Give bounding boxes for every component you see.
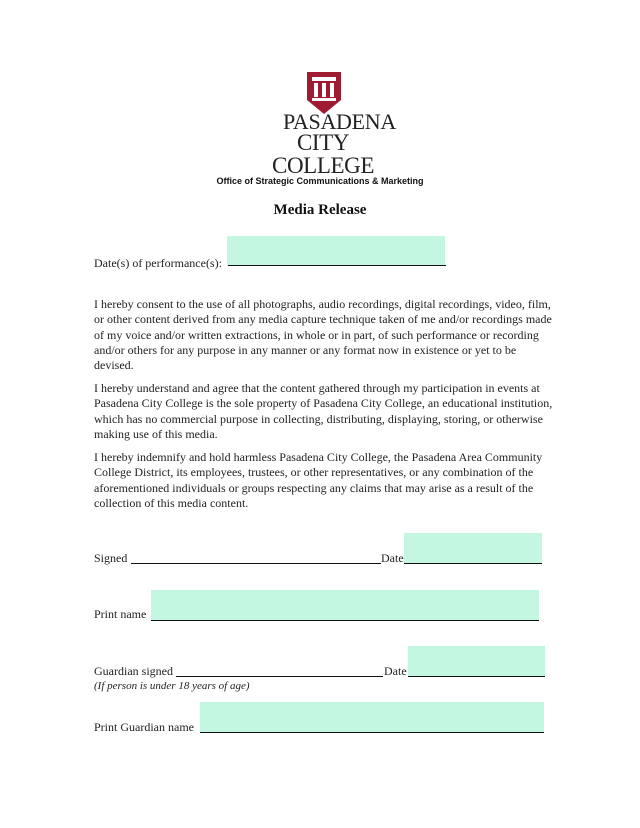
dates-performance-input[interactable]	[227, 236, 445, 266]
guardian-signature-input[interactable]	[176, 676, 383, 677]
date-input[interactable]	[404, 533, 542, 563]
guardian-date-input[interactable]	[408, 646, 545, 676]
signed-label: Signed	[94, 551, 128, 565]
date-label: Date	[381, 551, 404, 565]
guardian-date-underline	[408, 676, 545, 677]
guardian-note: (If person is under 18 years of age)	[94, 680, 250, 692]
logo-wordmark-line1: PASADENA	[283, 109, 396, 134]
guardian-date-label: Date	[384, 664, 407, 678]
print-guardian-label: Print Guardian name	[94, 720, 194, 734]
guardian-signed-label: Guardian signed	[94, 664, 173, 678]
indemnify-paragraph: I hereby indemnify and hold harmless Pasadena City College, the Pasadena Area Community College District, its employees, trustees, or other representatives, or any combination of the aforementioned individuals or groups respecting any claims that may arise as a result of the collection of this media content.	[94, 450, 543, 510]
dates-performance-label: Date(s) of performance(s):	[94, 256, 222, 270]
logo-wordmark-line2: CITY COLLEGE	[272, 130, 374, 178]
office-name: Office of Strategic Communications & Marketing	[216, 176, 424, 186]
date-underline	[404, 563, 542, 564]
consent-paragraph: I hereby consent to the use of all photographs, audio recordings, digital recordings, video, film, or other content derived from any media capture technique taken of me and/or recordings made of my voice and/or written extractions, in whole or in part, of such performance or recording and/or others for any purpose in any manner or any format now in existence or yet to be devised.	[94, 297, 552, 373]
ownership-paragraph: I hereby understand and agree that the content gathered through my participation in events at Pasadena City College is the sole property of Pasadena City College, an educational institution, which has no commercial purpose in collecting, distributing, displaying, storing, or otherwise making use of this media.	[94, 381, 553, 441]
print-guardian-input[interactable]	[200, 702, 544, 733]
print-guardian-underline	[200, 732, 544, 733]
print-name-underline	[151, 620, 539, 621]
signature-input[interactable]	[131, 563, 381, 564]
page-title: Media Release	[273, 202, 367, 218]
dates-performance-underline	[228, 265, 446, 266]
print-name-label: Print name	[94, 607, 147, 621]
print-name-input[interactable]	[151, 590, 539, 620]
